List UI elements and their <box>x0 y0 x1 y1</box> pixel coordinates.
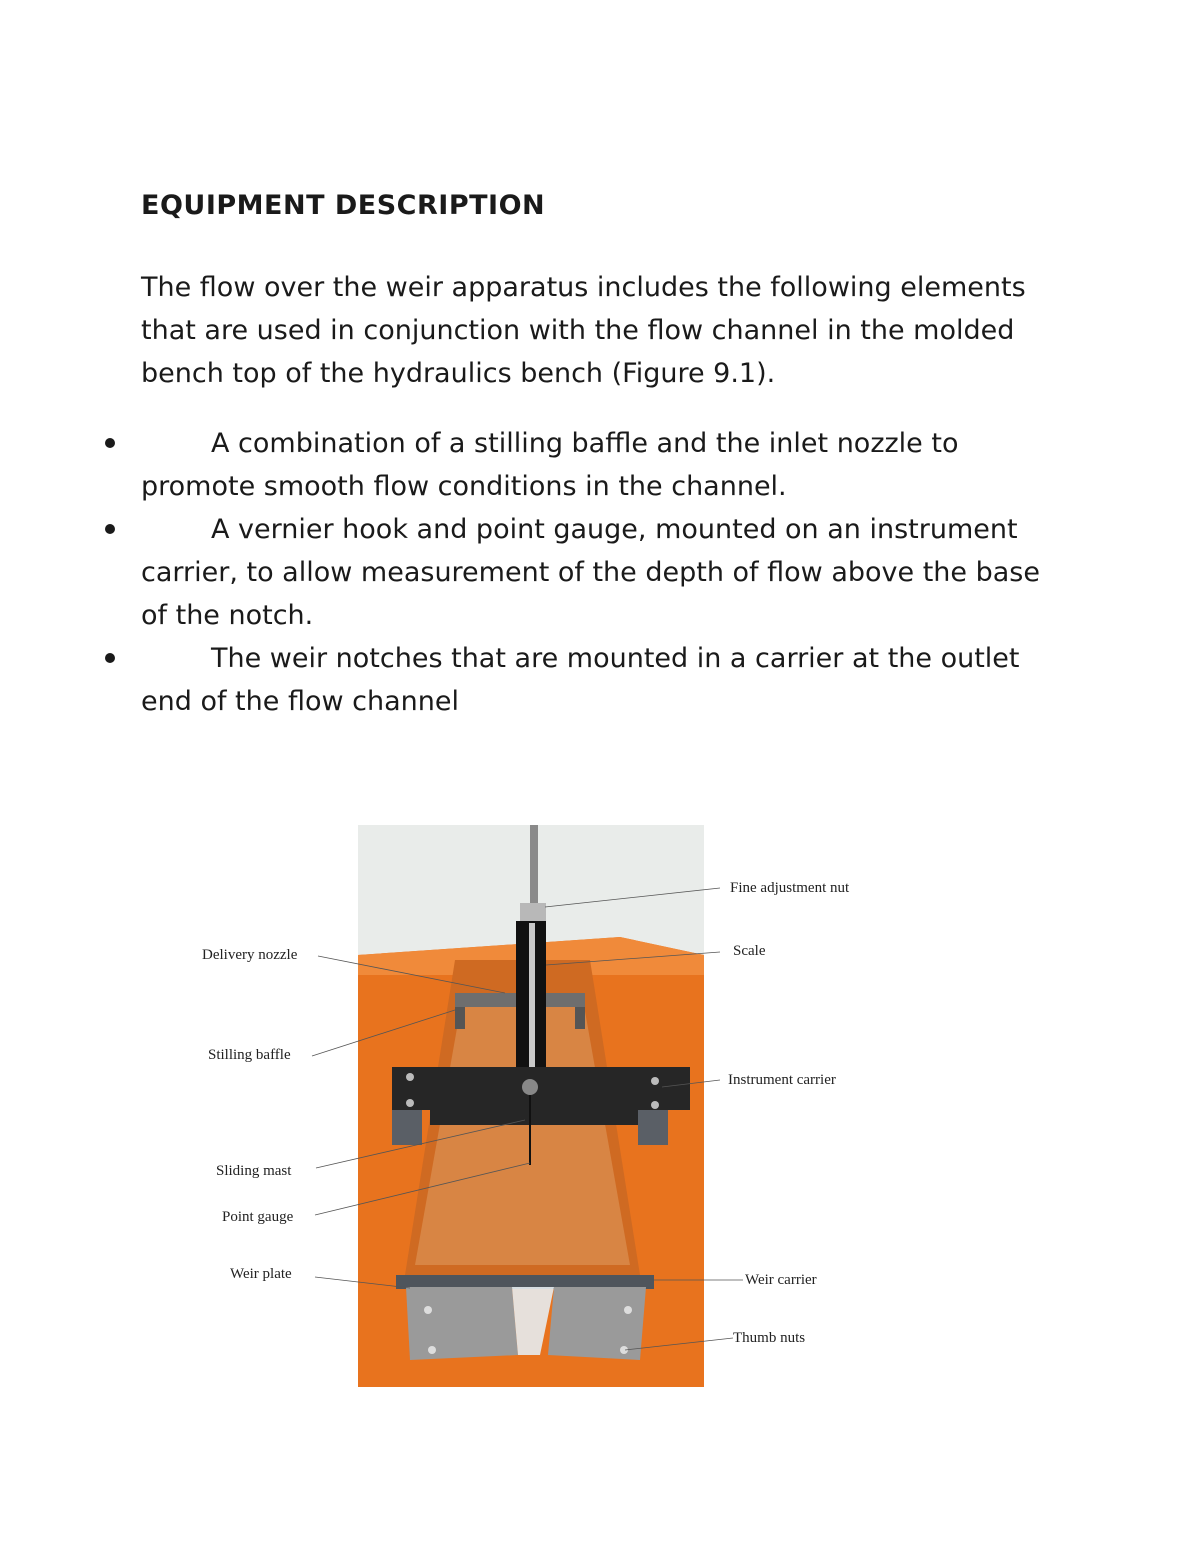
label-sliding-mast: Sliding mast <box>216 1163 292 1179</box>
section-heading: EQUIPMENT DESCRIPTION <box>141 190 546 221</box>
bullet-icon <box>105 524 115 534</box>
weir-carrier-shape <box>396 1275 654 1289</box>
label-fine-adjustment-nut: Fine adjustment nut <box>730 880 850 896</box>
label-stilling-baffle: Stilling baffle <box>208 1047 291 1063</box>
bullet-icon <box>105 438 115 448</box>
label-thumb-nuts: Thumb nuts <box>733 1330 806 1346</box>
label-point-gauge: Point gauge <box>222 1209 294 1225</box>
label-instrument-carrier: Instrument carrier <box>728 1072 836 1088</box>
list-item <box>141 637 1061 723</box>
element-list <box>141 422 1061 723</box>
intro-paragraph: The flow over the weir apparatus includes the following elements that are used in conjunction with the flow channel in the molded bench top of the hydraulics bench (Figure 9.1). <box>141 272 1026 389</box>
mast-rod <box>530 825 538 903</box>
weir-apparatus-figure <box>200 825 900 1390</box>
figure-svg <box>200 825 900 1390</box>
label-weir-carrier: Weir carrier <box>745 1272 817 1288</box>
list-item-text: A vernier hook and point gauge, mounted on an instrument carrier, to allow measurement of the depth of flow above the base of the notch. <box>141 514 1040 631</box>
weir-plate-left <box>406 1287 518 1360</box>
label-scale: Scale <box>733 943 766 959</box>
label-delivery-nozzle: Delivery nozzle <box>202 947 298 963</box>
bullet-icon <box>105 653 115 663</box>
list-item-text: A combination of a stilling baffle and the inlet nozzle to promote smooth flow conditions in the channel. <box>141 428 959 502</box>
fine-adjustment-nut-shape <box>520 903 546 921</box>
label-weir-plate: Weir plate <box>230 1266 292 1282</box>
list-item <box>141 508 1061 637</box>
apparatus-photo <box>358 825 704 1387</box>
list-item-text: The weir notches that are mounted in a carrier at the outlet end of the flow channel <box>141 643 1020 717</box>
list-item <box>141 422 1061 508</box>
